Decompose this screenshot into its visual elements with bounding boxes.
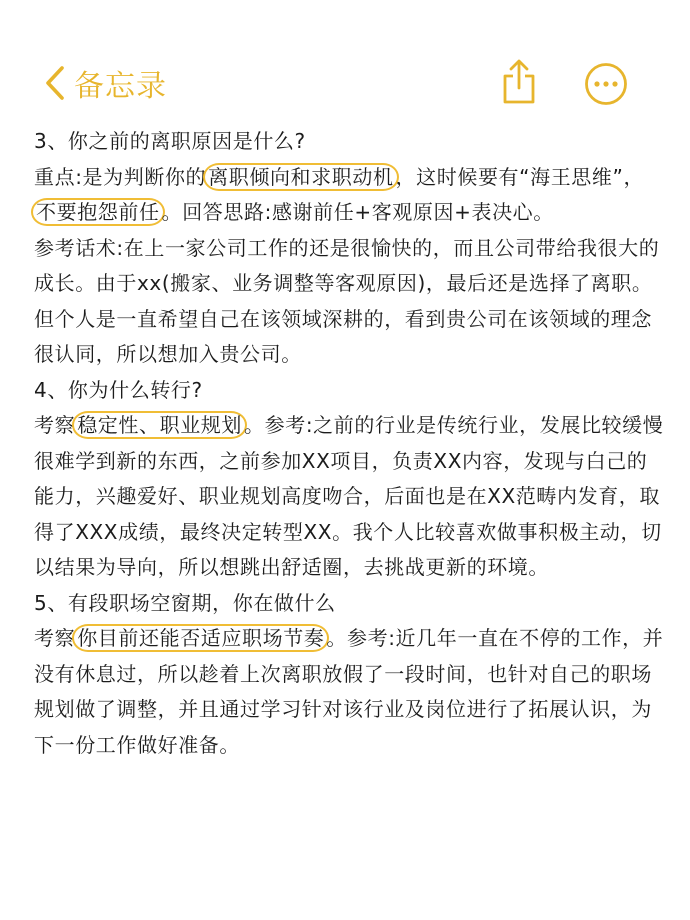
answer-5-prefix: 考察 [34,626,76,650]
question-5: 5、有段职场空窗期，你在做什么 [34,590,336,615]
back-button[interactable] [44,58,167,108]
question-4-answer [34,408,664,586]
chevron-left-icon [44,65,66,101]
answer-4-suffix: 。参考:之前的行业是传统行业，发展比较缓慢很难学到新的东西，之前参加XX项目，负责XX内容，发现与白己的能力，兴趣爱好、职业规划高度吻合，后面也是在XX范畴内发育，取得了XXX成绩，最终决定转型XX。我个人比较喜欢做事积极主动，切以结果为导向，所以想跳出舒适圈，去挑战更新的环境。 [34,413,664,579]
highlight-workplace-rhythm: 你目前还能否适应职场节奏 [72,624,329,652]
question-3-key-point [34,160,664,231]
key-point-suffix: 。回答思路:感谢前任+客观原因+表决心。 [161,200,554,224]
note-content[interactable] [34,124,664,763]
key-point-prefix: 重点:是为判断你的 [34,164,207,189]
highlight-no-complaints: 不要抱怨前任 [31,198,165,226]
share-icon[interactable] [498,58,540,106]
answer-5-suffix: 。参考:近几年一直在不停的工作，并没有休息过，所以趁着上次离职放假了一段时间，也针对自己的职场规划做了调整，并且通过学习针对该行业及岗位进行了拓展认识，为下一份工作做好准备。 [34,626,664,757]
answer-4-prefix: 考察 [34,413,76,437]
question-3-reference: 参考话术:在上一家公司工作的还是很愉快的，而且公司带给我很大的成长。由于xx(搬家、业务调整等客观原因)，最后还是选择了离职。但个人是一直希望自己在该领域深耕的，看到贵公司在该领域的理念很认同，所以想加入贵公司。 [34,235,660,366]
back-label: 备忘录 [74,69,167,104]
navigation-bar [0,0,690,120]
highlight-stability-planning: 稳定性、职业规划 [72,411,247,439]
more-options-icon[interactable] [584,62,628,106]
question-3: 3、你之前的离职原因是什么? [34,129,306,153]
key-point-mid: ，这时候要有“海王思维”， [395,164,645,189]
highlight-resignation-motive: 离职倾向和求职动机 [203,163,398,191]
question-5-answer [34,621,664,763]
question-4: 4、你为什么转行? [34,377,203,402]
